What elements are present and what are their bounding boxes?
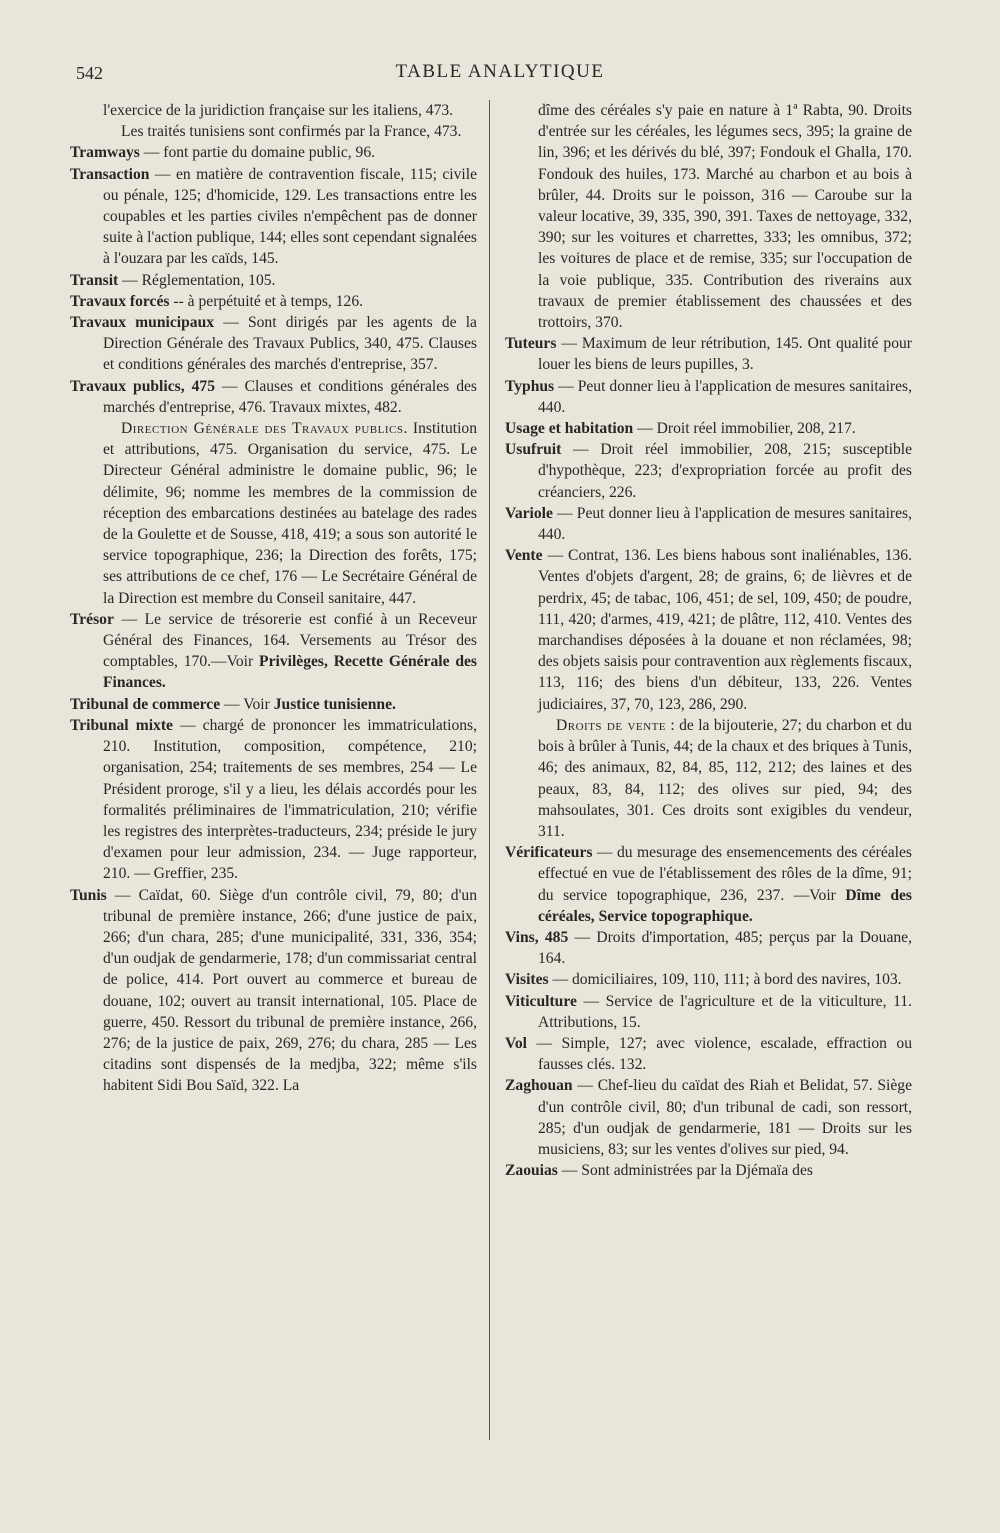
entry-heading: Travaux municipaux (70, 314, 215, 332)
index-entry-vol (505, 1033, 912, 1075)
cross-reference: Justice tunisienne. (273, 695, 396, 713)
index-entry-continuation: l'exercice de la juridiction française sur les italiens, 473. (103, 102, 454, 119)
index-entry-tramways (70, 142, 477, 163)
index-entry-variole (505, 503, 912, 545)
entry-text: — Le service de trésorerie est confié à un Receveur Général des Finances, 164. Versements au Trésor des comptables, 170.—Voir (103, 610, 477, 671)
index-entry-tuteurs (505, 333, 912, 375)
entry-heading: Viticulture (505, 992, 577, 1010)
cross-reference: Privilèges, Recette Générale des Finances. (103, 653, 478, 692)
entry-heading: Vente (505, 547, 543, 565)
index-entry-transaction (70, 164, 477, 270)
entry-heading: Tramways (70, 144, 140, 162)
entry-text: : de la bijouterie, 27; du charbon et du bois à brûler à Tunis, 44; de la chaux et des briques à Tunis, 46; des animaux, 82, 84, 85, 112, 212; des laines et des peaux, 83, 84, 112; des olives sur pied, 94; des mahsoulates, 301. Ces droits sont exigibles du vendeur, 311. (538, 716, 912, 840)
entry-text: — Sont administrées par la Djémaïa des (557, 1162, 813, 1180)
entry-text: — du mesurage des ensemencements des céréales effectué en vue de l'établissement des rôles de la dîme, 91; du service topographique, 236, 237. —Voir (538, 844, 912, 904)
entry-heading: Vérificateurs (505, 844, 593, 862)
index-entry-continuation: dîme des céréales s'y paie en nature à 1ª Rabta, 90. Droits d'entrée sur les céréales, les légumes secs, 395; la graine de lin, 396; et les dérivés du blé, 397; Fondouk el Ghalla, 170. Fondouk des huiles, 173. Marché au charbon et au bois à brûler, 44. Droits sur le poisson, 316 — Caroube sur la valeur locative, 39, 335, 390, 391. Taxes de nettoyage, 332, 390; sur les voitures et charrettes, 333; les omnibus, 372; les voitures de place et de remise, 335; sur l'occupation de la voie publique, 335. Contribution des riverains aux travaux de premier établissement des chaussées et des trottoirs, 370. (538, 102, 912, 332)
entry-heading: Usage et habitation (505, 420, 634, 438)
index-entry-viticulture (505, 991, 912, 1033)
entry-text: — Caïdat, 60. Siège d'un contrôle civil, 79, 80; d'un tribunal de première instance, 266; d'une justice de paix, 266; d'un chara, 285; d'une municipalité, 331, 336, 354; d'un oudjak de gendarmerie, 178; d'un commissariat central de police, 414. Port ouvert au commerce et bureau de douane, 102; ouvert au transit international, 105. Place de guerre, 450. Ressort du tribunal de première instance, 266, 276; de la justice de paix, 269, 276; du chara, 285 — Les citadins sont dispensés de la medjba, 322; même s'ils habitent Sidi Bou Saïd, 322. La (103, 886, 477, 1095)
entry-heading: Trésor (70, 610, 114, 628)
entry-heading: Visites (505, 971, 549, 989)
column-divider (489, 100, 490, 1440)
entry-text: — Service de l'agriculture et de la viticulture, 11. Attributions, 15. (538, 992, 912, 1031)
entry-text: — Peut donner lieu à l'application de mesures sanitaires, 440. (538, 504, 912, 544)
entry-heading: Usufruit (505, 441, 562, 459)
page-number: 542 (76, 63, 103, 83)
entry-heading: Transaction (70, 165, 150, 183)
entry-heading: Transit (70, 271, 119, 289)
entry-text: — Droits d'importation, 485; perçus par la Douane, 164. (538, 928, 912, 968)
entry-text: — Réglementation, 105. (118, 271, 276, 289)
left-column (70, 100, 477, 1097)
index-entry-visites (505, 969, 912, 990)
entry-heading: Typhus (505, 377, 555, 395)
index-entry-zaghouan (505, 1075, 912, 1160)
index-entry-tunis (70, 885, 477, 1097)
index-entry-travaux-publics (70, 376, 477, 418)
index-entry-travaux-forces (70, 291, 477, 312)
right-column (505, 100, 912, 1181)
index-entry-tribunal-mixte (70, 715, 477, 885)
index-entry-verificateurs (505, 842, 912, 927)
entry-text: — Clauses et conditions générales des marchés d'entreprise, 476. Travaux mixtes, 482. (103, 377, 477, 416)
entry-heading: Variole (505, 504, 553, 522)
entry-text: — Contrat, 136. Les biens habous sont inaliénables, 136. Ventes d'objets d'argent, 28; de grains, 6; de lièvres et de perdrix, 45; de tabac, 106, 451; de sel, 109, 450; de poudre, 111, 420; d'armes, 419, 421; de plâtre, 112, 410. Ventes des marchandises déposées à la douane et non réclamées, 98; des objets saisis pour contravention aux règlements fiscaux, 113, 116; des biens d'un débiteur, 133, 226. Ventes judiciaires, 37, 70, 123, 286, 290. (538, 547, 912, 713)
entry-text: -- à perpétuité et à temps, 126. (169, 292, 364, 310)
entry-heading: Zaghouan (505, 1077, 573, 1095)
entry-text: — Peut donner lieu à l'application de mesures sanitaires, 440. (538, 377, 912, 416)
entry-heading: Tribunal de commerce (70, 695, 221, 713)
index-entry-vins (505, 927, 912, 969)
running-title: TABLE ANALYTIQUE (395, 61, 605, 82)
entry-heading: Travaux forcés (70, 292, 170, 310)
entry-text: — Droit réel immobilier, 208, 215; susceptible d'hypothèque, 223; d'expropriation forcée au profit des créanciers, 226. (538, 441, 912, 501)
entry-text: — Maximum de leur rétribution, 145. Ont qualité pour louer les biens de leurs pupilles, 3. (538, 335, 912, 374)
subentry-heading: Droits de vente (556, 716, 667, 734)
entry-heading: Tribunal mixte (70, 716, 173, 734)
index-entry-usufruit (505, 439, 912, 503)
index-subentry-droits-de-vente (505, 715, 912, 842)
entry-text: — domiciliaires, 109, 110, 111; à bord des navires, 103. (548, 971, 902, 989)
index-entry-tresor (70, 609, 477, 694)
index-entry-usage (505, 418, 912, 439)
entry-text: — Droit réel immobilier, 208, 217. (633, 420, 856, 438)
entry-heading: Tuteurs (505, 335, 557, 353)
entry-text: — Simple, 127; avec violence, escalade, effraction ou fausses clés. 132. (526, 1034, 912, 1074)
index-entry-travaux-municipaux (70, 312, 477, 376)
entry-text: — Chef-lieu du caïdat des Riah et Belidat, 57. Siège d'un contrôle civil, 80; d'un tribunal de cadi, son ressort, 285; d'un oudjak de gendarmerie, 181 — Droits sur les musiciens, 83; sur les ventes d'olives sur pied, 94. (538, 1077, 912, 1158)
cross-reference: Dîme des céréales, Service topographique. (538, 886, 912, 925)
entry-text: — Voir (220, 695, 274, 713)
entry-text: — en matière de contravention fiscale, 115; civile ou pénale, 125; d'homicide, 129. Les transactions entre les coupables et les parties civiles n'empêchent pas de donner suite à l'action publique, 144; elles sont cependant signalées à l'ouzara par les caïds, 145. (103, 165, 477, 268)
entry-heading: Vins, 485 (505, 928, 569, 946)
entry-heading: Tunis (70, 886, 107, 904)
entry-heading: Zaouias (505, 1162, 558, 1180)
entry-text: — Sont dirigés par les agents de la Direction Générale des Travaux Publics, 340, 475. Clauses et conditions générales des marchés d'entreprise, 357. (103, 314, 477, 374)
index-subentry: Les traités tunisiens sont confirmés par la France, 473. (121, 123, 462, 141)
entry-text: — chargé de prononcer les immatriculations, 210. Institution, composition, compétence, 210; organisation, 254; traitements de ses membres, 254 — Le Président proroge, s'il y a lieu, les délais accordés pour les formalités préliminaires de l'immatriculation, 210; vérifie les registres des interprètes-traducteurs, 234; préside le jury d'examen pour leur admission, 234. — Juge rapporteur, 210. — Greffier, 235. (103, 716, 478, 883)
subentry-heading: Direction Générale des Travaux publics. (121, 420, 408, 438)
entry-heading: Vol (505, 1034, 527, 1052)
entry-text: Institution et attributions, 475. Organisation du service, 475. Le Directeur Général administre le domaine public, 96; le délimite, 96; nomme les membres de la commission de réception des embarcations destinées au batelage des rades de la Goulette et de Sousse, 418, 419; a sous son autorité le service topographique, 236; la Direction des forêts, 175; ses attributions de ce chef, 176 — Le Secrétaire Général de la Direction est membre du Conseil sanitaire, 447. (103, 420, 477, 607)
index-entry-transit (70, 270, 477, 291)
index-subentry-direction (70, 418, 477, 609)
entry-text: — font partie du domaine public, 96. (139, 144, 376, 162)
index-entry-vente (505, 545, 912, 715)
index-entry-tribunal-commerce (70, 694, 477, 715)
index-entry-zaouias (505, 1160, 912, 1181)
index-entry-typhus (505, 376, 912, 418)
entry-heading: Travaux publics, 475 (70, 377, 215, 395)
